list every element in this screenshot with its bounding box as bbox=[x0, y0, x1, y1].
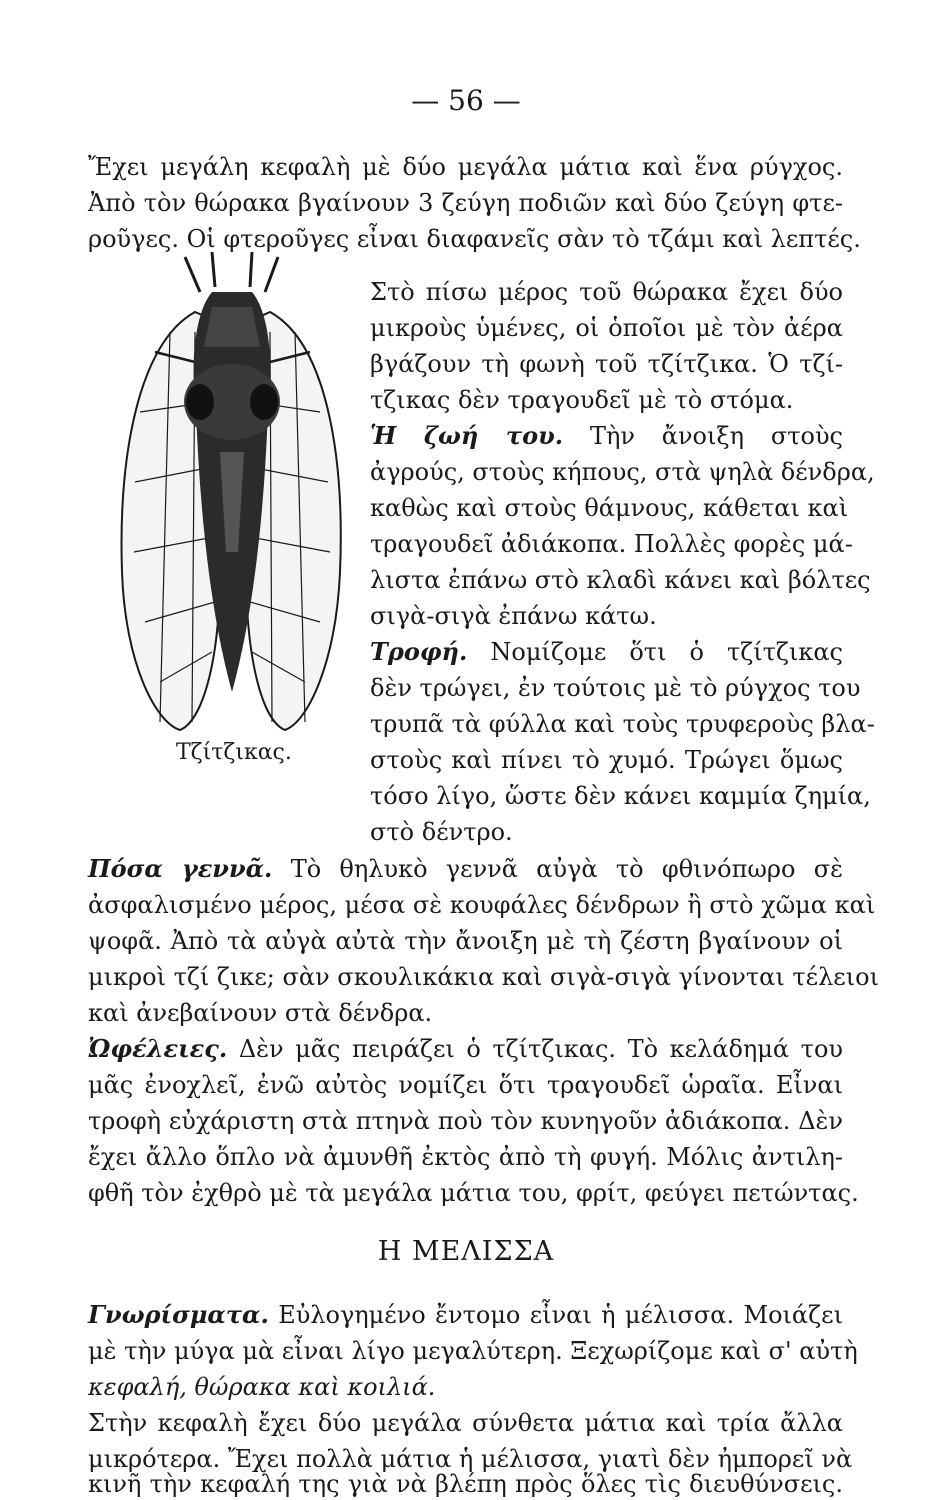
text-line: Στὸ πίσω μέρος τοῦ θώρακα ἔχει δύο bbox=[370, 278, 843, 306]
text-line: μὲ τὴν μύγα μὰ εἶναι λίγο μεγαλύτερη. Ξεχωρίζομε καὶ σ' αὐτὴ bbox=[88, 1337, 858, 1365]
text-line: ἔχει ἄλλο ὅπλο νὰ ἀμυνθῆ ἐκτὸς ἀπὸ τὴ φυγή. Μόλις ἀντιλη- bbox=[88, 1143, 843, 1171]
section-heading: Ὠφέλειες. bbox=[88, 1034, 228, 1063]
text-line: λιστα ἐπάνω στὸ κλαδὶ κάνει καὶ βόλτες bbox=[370, 566, 871, 594]
text-line: κεφαλή, θώρακα καὶ κοιλιά. bbox=[88, 1373, 436, 1401]
section-heading: Γνωρίσματα. bbox=[88, 1300, 269, 1329]
text-line: Στὴν κεφαλὴ ἔχει δύο μεγάλα σύνθετα μάτια καὶ τρία ἄλλα bbox=[88, 1409, 843, 1437]
text-line: ροῦγες. Οἱ φτεροῦγες εἶναι διαφανεῖς σὰν τὸ τζάμι καὶ λεπτές. bbox=[88, 225, 861, 253]
text-line: τραγουδεῖ ἀδιάκοπα. Πολλὲς φορὲς μά- bbox=[370, 530, 853, 558]
text-line: Πόσα γεννᾶ. Τὸ θηλυκὸ γεννᾶ αὐγὰ τὸ φθινόπωρο σὲ bbox=[88, 854, 844, 883]
text-line: τροφὴ εὐχάριστη στὰ πτηνὰ ποὺ τὸν κυνηγοῦν ἀδιάκοπα. Δὲν bbox=[88, 1107, 843, 1135]
text-line: στοὺς καὶ πίνει τὸ χυμό. Τρώγει ὅμως bbox=[370, 746, 843, 774]
text-line: ἀγρούς, στοὺς κήπους, στὰ ψηλὰ δένδρα, bbox=[370, 458, 875, 486]
text-line: Γνωρίσματα. Εὐλογημένο ἔντομο εἶναι ἡ μέλισσα. Μοιάζει bbox=[88, 1300, 843, 1329]
cicada-illustration bbox=[100, 252, 362, 734]
text-line: βγάζουν τὴ φωνὴ τοῦ τζίτζικα. Ὁ τζί- bbox=[370, 350, 843, 378]
text-line: καὶ ἀνεβαίνουν στὰ δένδρα. bbox=[88, 999, 433, 1027]
text-line: δὲν τρώγει, ἐν τούτοις μὲ τὸ ρύγχος του bbox=[370, 674, 861, 702]
section-heading: Τροφή. bbox=[370, 637, 468, 666]
text-line: μᾶς ἐνοχλεῖ, ἐνῶ αὐτὸς νομίζει ὅτι τραγουδεῖ ὡραῖα. Εἶναι bbox=[88, 1071, 843, 1099]
text-line: μικροὶ τζί ζικε; σὰν σκουλικάκια καὶ σιγὰ-σιγὰ γίνονται τέλειοι bbox=[88, 963, 880, 991]
text-line: φθῆ τὸν ἐχθρὸ μὲ τὰ μεγάλα μάτια του, φρίτ, φεύγει πετώντας. bbox=[88, 1179, 859, 1207]
text-line: μικροὺς ὑμένες, οἱ ὁποῖοι μὲ τὸν ἀέρα bbox=[370, 314, 843, 342]
text-line: στὸ δέντρο. bbox=[370, 818, 513, 846]
text-line: Τροφή. Νομίζομε ὅτι ὁ τζίτζικας bbox=[370, 637, 843, 666]
page-number: — 56 — bbox=[411, 84, 521, 117]
text-line: σιγὰ-σιγὰ ἐπάνω κάτω. bbox=[370, 602, 657, 630]
text-line: Ὠφέλειες. Δὲν μᾶς πειράζει ὁ τζίτζικας. Τὸ κελάδημά του bbox=[88, 1034, 843, 1063]
text-line: ἀσφαλισμένο μέρος, μέσα σὲ κουφάλες δένδρων ἢ στὸ χῶμα καὶ bbox=[88, 891, 876, 919]
text-line: ψοφᾶ. Ἀπὸ τὰ αὐγὰ αὐτὰ τὴν ἄνοιξη μὲ τὴ ζέστη βγαίνουν οἱ bbox=[88, 927, 843, 955]
text-line: Ἔχει μεγάλη κεφαλὴ μὲ δύο μεγάλα μάτια καὶ ἕνα ρύγχος. bbox=[88, 153, 843, 181]
text-line: Ἡ ζωή του. Τὴν ἄνοιξη στοὺς bbox=[370, 421, 843, 450]
text-line: τρυπᾶ τὰ φύλλα καὶ τοὺς τρυφεροὺς βλα- bbox=[370, 710, 875, 738]
text-line: Ἀπὸ τὸν θώρακα βγαίνουν 3 ζεύγη ποδιῶν καὶ δύο ζεύγη φτε- bbox=[88, 189, 843, 217]
figure-caption: Τζίτζικας. bbox=[176, 740, 292, 765]
section-heading: Ἡ ζωή του. bbox=[370, 421, 564, 450]
text-line: κινῆ τὴν κεφαλή της γιὰ νὰ βλέπη πρὸς ὅλες τὶς διευθύνσεις. bbox=[88, 1470, 843, 1498]
text-line: μικρότερα. Ἔχει πολλὰ μάτια ἡ μέλισσα, γιατὶ δὲν ἠμπορεῖ νὰ bbox=[88, 1445, 853, 1473]
section-title: Η ΜΕΛΙΣΣΑ bbox=[377, 1236, 555, 1267]
section-heading: Πόσα γεννᾶ. bbox=[88, 854, 273, 883]
text-line: τζικας δὲν τραγουδεῖ μὲ τὸ στόμα. bbox=[370, 386, 794, 414]
text-line: τόσο λίγο, ὥστε δὲν κάνει καμμία ζημία, bbox=[370, 782, 871, 810]
text-line: καθὼς καὶ στοὺς θάμνους, κάθεται καὶ bbox=[370, 494, 849, 522]
